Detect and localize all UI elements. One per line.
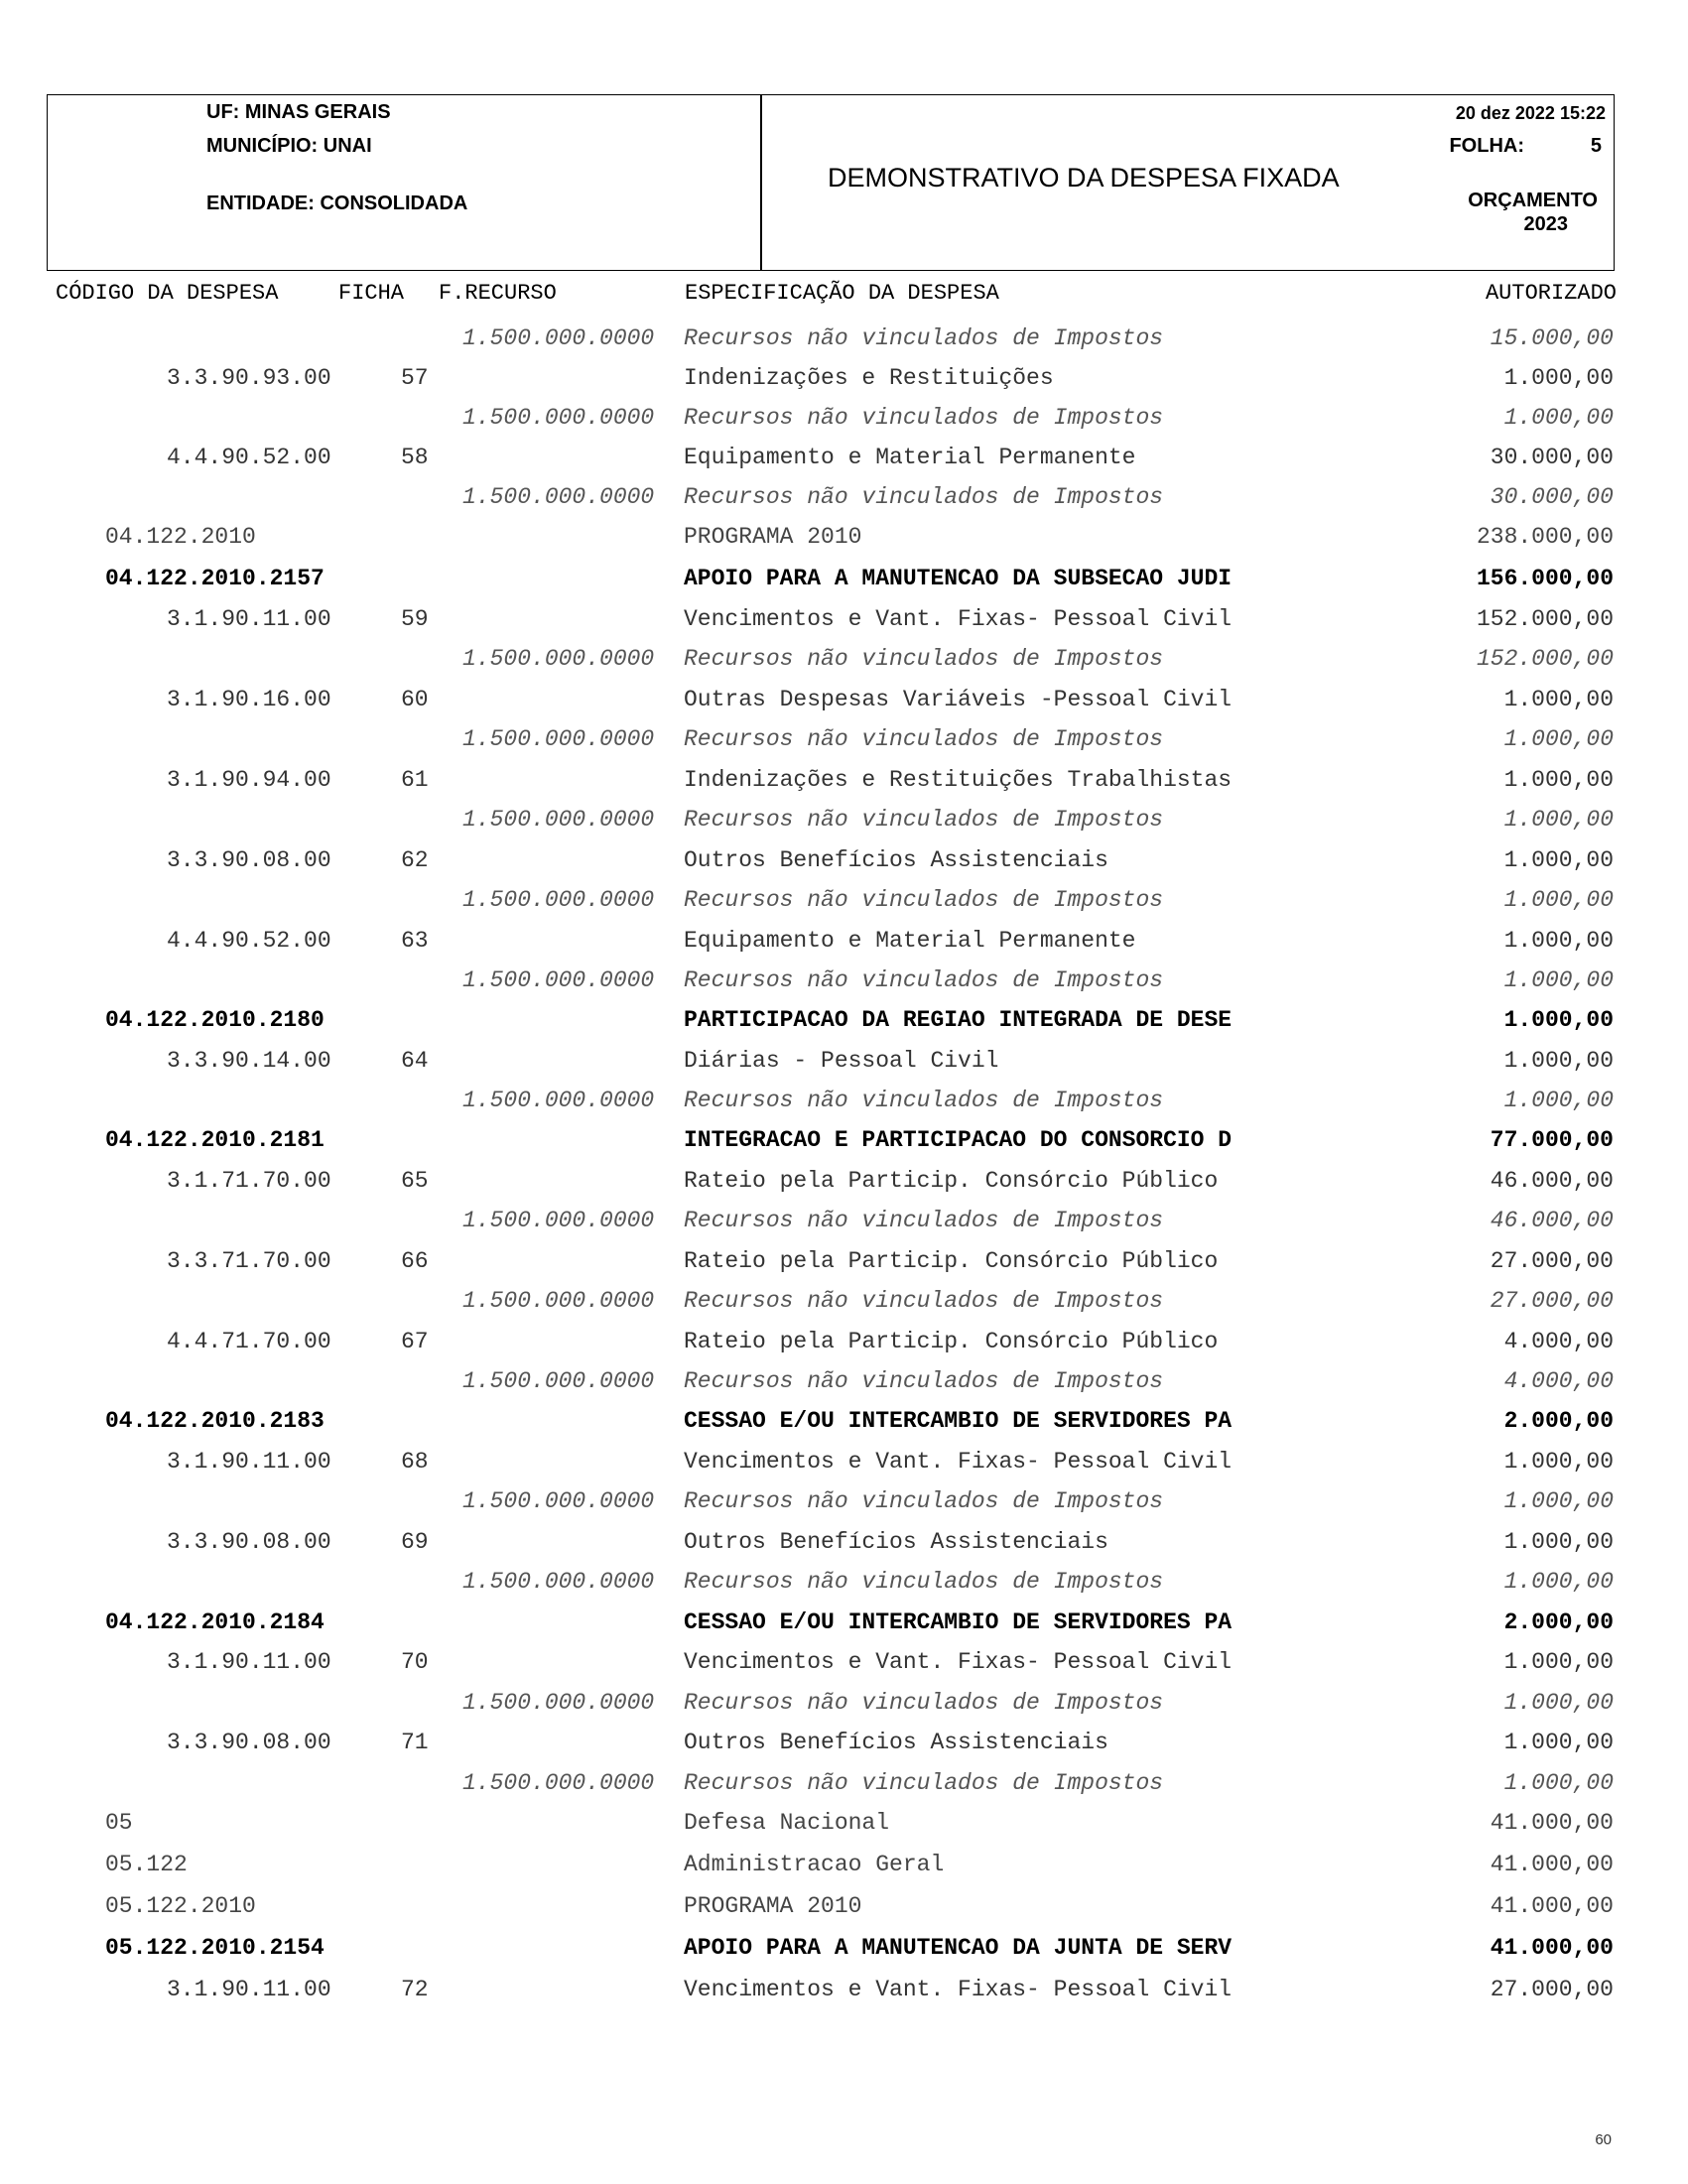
row-authorized-value: 46.000,00 [1490, 1168, 1614, 1194]
municipio-label: MUNICÍPIO: UNAI [206, 135, 372, 157]
table-row [0, 1893, 1688, 1923]
table-row [0, 566, 1688, 595]
row-specification: Indenizações e Restituições Trabalhistas [684, 767, 1233, 793]
row-code: 3.1.90.11.00 [167, 606, 331, 632]
table-row [0, 1730, 1688, 1759]
row-specification: APOIO PARA A MANUTENCAO DA JUNTA DE SERV [684, 1935, 1233, 1961]
folha-value: 5 [1590, 135, 1602, 157]
row-authorized-value: 1.000,00 [1503, 1529, 1614, 1555]
row-specification: Recursos não vinculados de Impostos [684, 967, 1164, 993]
row-authorized-value: 15.000,00 [1490, 325, 1614, 351]
row-authorized-value: 30.000,00 [1490, 484, 1614, 510]
table-row [0, 405, 1688, 435]
row-funding-source: 1.500.000.0000 [462, 1368, 655, 1394]
table-row [0, 1127, 1688, 1157]
row-authorized-value: 1.000,00 [1503, 1048, 1614, 1074]
table-row [0, 325, 1688, 355]
row-code: 3.1.90.94.00 [167, 767, 331, 793]
row-authorized-value: 27.000,00 [1490, 1288, 1614, 1314]
row-authorized-value: 46.000,00 [1490, 1208, 1614, 1233]
row-authorized-value: 1.000,00 [1503, 1088, 1614, 1113]
table-row [0, 847, 1688, 877]
row-ficha: 60 [401, 687, 429, 712]
row-code: 05.122 [105, 1852, 188, 1877]
row-code: 04.122.2010.2183 [105, 1408, 325, 1434]
page-number: 60 [1595, 2131, 1612, 2148]
report-title: DEMONSTRATIVO DA DESPESA FIXADA [828, 163, 1340, 193]
row-code: 3.3.90.14.00 [167, 1048, 331, 1074]
col-header-frecurso: F.RECURSO [439, 281, 557, 306]
row-authorized-value: 1.000,00 [1503, 807, 1614, 833]
row-funding-source: 1.500.000.0000 [462, 1690, 655, 1716]
row-authorized-value: 4.000,00 [1503, 1368, 1614, 1394]
row-specification: Vencimentos e Vant. Fixas- Pessoal Civil [684, 1649, 1233, 1675]
table-row [0, 1168, 1688, 1198]
col-header-autorizado: AUTORIZADO [1485, 281, 1617, 306]
row-authorized-value: 1.000,00 [1503, 726, 1614, 752]
table-row [0, 1977, 1688, 2006]
row-authorized-value: 41.000,00 [1490, 1893, 1614, 1919]
row-authorized-value: 1.000,00 [1503, 928, 1614, 954]
row-code: 3.3.90.93.00 [167, 365, 331, 391]
row-ficha: 57 [401, 365, 429, 391]
row-authorized-value: 4.000,00 [1503, 1329, 1614, 1354]
col-header-codigo: CÓDIGO DA DESPESA [56, 281, 279, 306]
row-specification: Recursos não vinculados de Impostos [684, 1690, 1164, 1716]
row-funding-source: 1.500.000.0000 [462, 887, 655, 913]
table-row [0, 1852, 1688, 1881]
row-code: 04.122.2010.2157 [105, 566, 325, 591]
row-specification: Recursos não vinculados de Impostos [684, 887, 1164, 913]
row-ficha: 70 [401, 1649, 429, 1675]
row-funding-source: 1.500.000.0000 [462, 967, 655, 993]
table-row [0, 1088, 1688, 1117]
row-specification: Administracao Geral [684, 1852, 945, 1877]
row-specification: Vencimentos e Vant. Fixas- Pessoal Civil [684, 606, 1233, 632]
table-row [0, 928, 1688, 958]
row-specification: Recursos não vinculados de Impostos [684, 1488, 1164, 1514]
table-row [0, 606, 1688, 636]
row-code: 4.4.90.52.00 [167, 445, 331, 470]
row-authorized-value: 2.000,00 [1503, 1408, 1614, 1434]
row-specification: INTEGRACAO E PARTICIPACAO DO CONSORCIO D [684, 1127, 1233, 1153]
row-code: 05.122.2010 [105, 1893, 256, 1919]
row-code: 04.122.2010 [105, 524, 256, 550]
row-specification: Defesa Nacional [684, 1810, 890, 1836]
table-row [0, 1368, 1688, 1398]
col-header-especificacao: ESPECIFICAÇÃO DA DESPESA [685, 281, 999, 306]
row-authorized-value: 1.000,00 [1503, 887, 1614, 913]
row-code: 3.3.90.08.00 [167, 1730, 331, 1755]
col-header-ficha: FICHA [338, 281, 405, 306]
row-specification: Diárias - Pessoal Civil [684, 1048, 999, 1074]
row-funding-source: 1.500.000.0000 [462, 726, 655, 752]
row-specification: Indenizações e Restituições [684, 365, 1054, 391]
row-specification: Outros Benefícios Assistenciais [684, 847, 1108, 873]
table-row [0, 1935, 1688, 1965]
row-funding-source: 1.500.000.0000 [462, 1488, 655, 1514]
table-row [0, 1208, 1688, 1237]
row-ficha: 67 [401, 1329, 429, 1354]
row-authorized-value: 41.000,00 [1490, 1935, 1614, 1961]
row-specification: Recursos não vinculados de Impostos [684, 1569, 1164, 1595]
row-authorized-value: 1.000,00 [1503, 1007, 1614, 1033]
row-authorized-value: 152.000,00 [1476, 606, 1614, 632]
table-row [0, 1408, 1688, 1438]
row-code: 3.1.90.11.00 [167, 1449, 331, 1475]
row-authorized-value: 41.000,00 [1490, 1810, 1614, 1836]
table-row [0, 646, 1688, 676]
table-row [0, 807, 1688, 836]
row-ficha: 69 [401, 1529, 429, 1555]
row-specification: Recursos não vinculados de Impostos [684, 646, 1164, 672]
row-authorized-value: 1.000,00 [1503, 1569, 1614, 1595]
row-specification: Recursos não vinculados de Impostos [684, 1208, 1164, 1233]
table-row [0, 1248, 1688, 1278]
row-funding-source: 1.500.000.0000 [462, 807, 655, 833]
row-authorized-value: 152.000,00 [1476, 646, 1614, 672]
row-code: 4.4.90.52.00 [167, 928, 331, 954]
table-row [0, 1329, 1688, 1358]
row-funding-source: 1.500.000.0000 [462, 646, 655, 672]
row-funding-source: 1.500.000.0000 [462, 1088, 655, 1113]
row-specification: Recursos não vinculados de Impostos [684, 484, 1164, 510]
table-row [0, 1288, 1688, 1318]
row-code: 3.1.90.16.00 [167, 687, 331, 712]
table-row [0, 1488, 1688, 1518]
row-specification: Recursos não vinculados de Impostos [684, 1088, 1164, 1113]
row-code: 3.1.90.11.00 [167, 1649, 331, 1675]
row-specification: CESSAO E/OU INTERCAMBIO DE SERVIDORES PA [684, 1408, 1233, 1434]
row-authorized-value: 77.000,00 [1490, 1127, 1614, 1153]
row-authorized-value: 27.000,00 [1490, 1977, 1614, 2002]
table-row [0, 1770, 1688, 1800]
row-specification: Outras Despesas Variáveis -Pessoal Civil [684, 687, 1233, 712]
table-row [0, 767, 1688, 797]
row-specification: Recursos não vinculados de Impostos [684, 1770, 1164, 1796]
row-specification: APOIO PARA A MANUTENCAO DA SUBSECAO JUDI [684, 566, 1233, 591]
row-specification: Recursos não vinculados de Impostos [684, 1368, 1164, 1394]
row-ficha: 71 [401, 1730, 429, 1755]
row-specification: Recursos não vinculados de Impostos [684, 726, 1164, 752]
row-specification: Recursos não vinculados de Impostos [684, 1288, 1164, 1314]
row-specification: Outros Benefícios Assistenciais [684, 1730, 1108, 1755]
row-specification: Rateio pela Particip. Consórcio Público [684, 1329, 1219, 1354]
row-specification: Equipamento e Material Permanente [684, 928, 1136, 954]
table-row [0, 524, 1688, 554]
table-row [0, 687, 1688, 716]
orcamento-year: 2023 [1523, 213, 1568, 235]
table-row [0, 1569, 1688, 1599]
row-authorized-value: 1.000,00 [1503, 1649, 1614, 1675]
row-ficha: 58 [401, 445, 429, 470]
row-funding-source: 1.500.000.0000 [462, 1770, 655, 1796]
row-authorized-value: 27.000,00 [1490, 1248, 1614, 1274]
row-code: 04.122.2010.2181 [105, 1127, 325, 1153]
row-authorized-value: 2.000,00 [1503, 1609, 1614, 1635]
row-ficha: 59 [401, 606, 429, 632]
row-ficha: 63 [401, 928, 429, 954]
row-ficha: 62 [401, 847, 429, 873]
row-code: 3.3.90.08.00 [167, 1529, 331, 1555]
row-code: 04.122.2010.2180 [105, 1007, 325, 1033]
row-code: 3.3.71.70.00 [167, 1248, 331, 1274]
table-row [0, 1690, 1688, 1720]
row-authorized-value: 30.000,00 [1490, 445, 1614, 470]
orcamento-label: ORÇAMENTO [1468, 190, 1598, 211]
row-specification: PROGRAMA 2010 [684, 524, 862, 550]
row-specification: CESSAO E/OU INTERCAMBIO DE SERVIDORES PA [684, 1609, 1233, 1635]
row-authorized-value: 1.000,00 [1503, 1488, 1614, 1514]
row-code: 05.122.2010.2154 [105, 1935, 325, 1961]
table-row [0, 484, 1688, 514]
row-code: 3.3.90.08.00 [167, 847, 331, 873]
row-authorized-value: 1.000,00 [1503, 1730, 1614, 1755]
row-funding-source: 1.500.000.0000 [462, 484, 655, 510]
row-authorized-value: 1.000,00 [1503, 767, 1614, 793]
row-funding-source: 1.500.000.0000 [462, 1208, 655, 1233]
header-divider [760, 95, 762, 270]
row-specification: Equipamento e Material Permanente [684, 445, 1136, 470]
row-authorized-value: 1.000,00 [1503, 1770, 1614, 1796]
row-specification: Outros Benefícios Assistenciais [684, 1529, 1108, 1555]
row-specification: PARTICIPACAO DA REGIAO INTEGRADA DE DESE [684, 1007, 1233, 1033]
row-specification: Vencimentos e Vant. Fixas- Pessoal Civil [684, 1449, 1233, 1475]
row-authorized-value: 1.000,00 [1503, 405, 1614, 431]
row-authorized-value: 1.000,00 [1503, 365, 1614, 391]
table-row [0, 1449, 1688, 1478]
table-row [0, 1609, 1688, 1639]
row-code: 05 [105, 1810, 133, 1836]
row-code: 04.122.2010.2184 [105, 1609, 325, 1635]
table-row [0, 887, 1688, 917]
row-authorized-value: 1.000,00 [1503, 1449, 1614, 1475]
row-authorized-value: 1.000,00 [1503, 1690, 1614, 1716]
row-specification: Recursos não vinculados de Impostos [684, 807, 1164, 833]
table-row [0, 1007, 1688, 1037]
row-funding-source: 1.500.000.0000 [462, 1288, 655, 1314]
row-ficha: 68 [401, 1449, 429, 1475]
row-authorized-value: 1.000,00 [1503, 687, 1614, 712]
row-authorized-value: 1.000,00 [1503, 847, 1614, 873]
entidade-label: ENTIDADE: CONSOLIDADA [206, 193, 468, 214]
row-code: 3.1.90.11.00 [167, 1977, 331, 2002]
row-authorized-value: 156.000,00 [1476, 566, 1614, 591]
table-row [0, 1649, 1688, 1679]
row-funding-source: 1.500.000.0000 [462, 325, 655, 351]
table-row [0, 967, 1688, 997]
folha-label: FOLHA: [1449, 135, 1524, 157]
report-header [47, 94, 1615, 271]
row-code: 4.4.71.70.00 [167, 1329, 331, 1354]
row-specification: PROGRAMA 2010 [684, 1893, 862, 1919]
row-specification: Recursos não vinculados de Impostos [684, 405, 1164, 431]
table-row [0, 445, 1688, 474]
table-row [0, 726, 1688, 756]
row-funding-source: 1.500.000.0000 [462, 1569, 655, 1595]
row-authorized-value: 1.000,00 [1503, 967, 1614, 993]
row-ficha: 72 [401, 1977, 429, 2002]
row-specification: Rateio pela Particip. Consórcio Público [684, 1168, 1219, 1194]
row-specification: Vencimentos e Vant. Fixas- Pessoal Civil [684, 1977, 1233, 2002]
row-authorized-value: 238.000,00 [1476, 524, 1614, 550]
table-row [0, 365, 1688, 395]
row-funding-source: 1.500.000.0000 [462, 405, 655, 431]
table-row [0, 1810, 1688, 1840]
row-code: 3.1.71.70.00 [167, 1168, 331, 1194]
row-ficha: 61 [401, 767, 429, 793]
row-ficha: 66 [401, 1248, 429, 1274]
row-authorized-value: 41.000,00 [1490, 1852, 1614, 1877]
report-datetime: 20 dez 2022 15:22 [1455, 103, 1606, 123]
uf-label: UF: MINAS GERAIS [206, 101, 391, 123]
row-specification: Recursos não vinculados de Impostos [684, 325, 1164, 351]
row-ficha: 65 [401, 1168, 429, 1194]
table-row [0, 1529, 1688, 1559]
table-row [0, 1048, 1688, 1078]
row-ficha: 64 [401, 1048, 429, 1074]
row-specification: Rateio pela Particip. Consórcio Público [684, 1248, 1219, 1274]
